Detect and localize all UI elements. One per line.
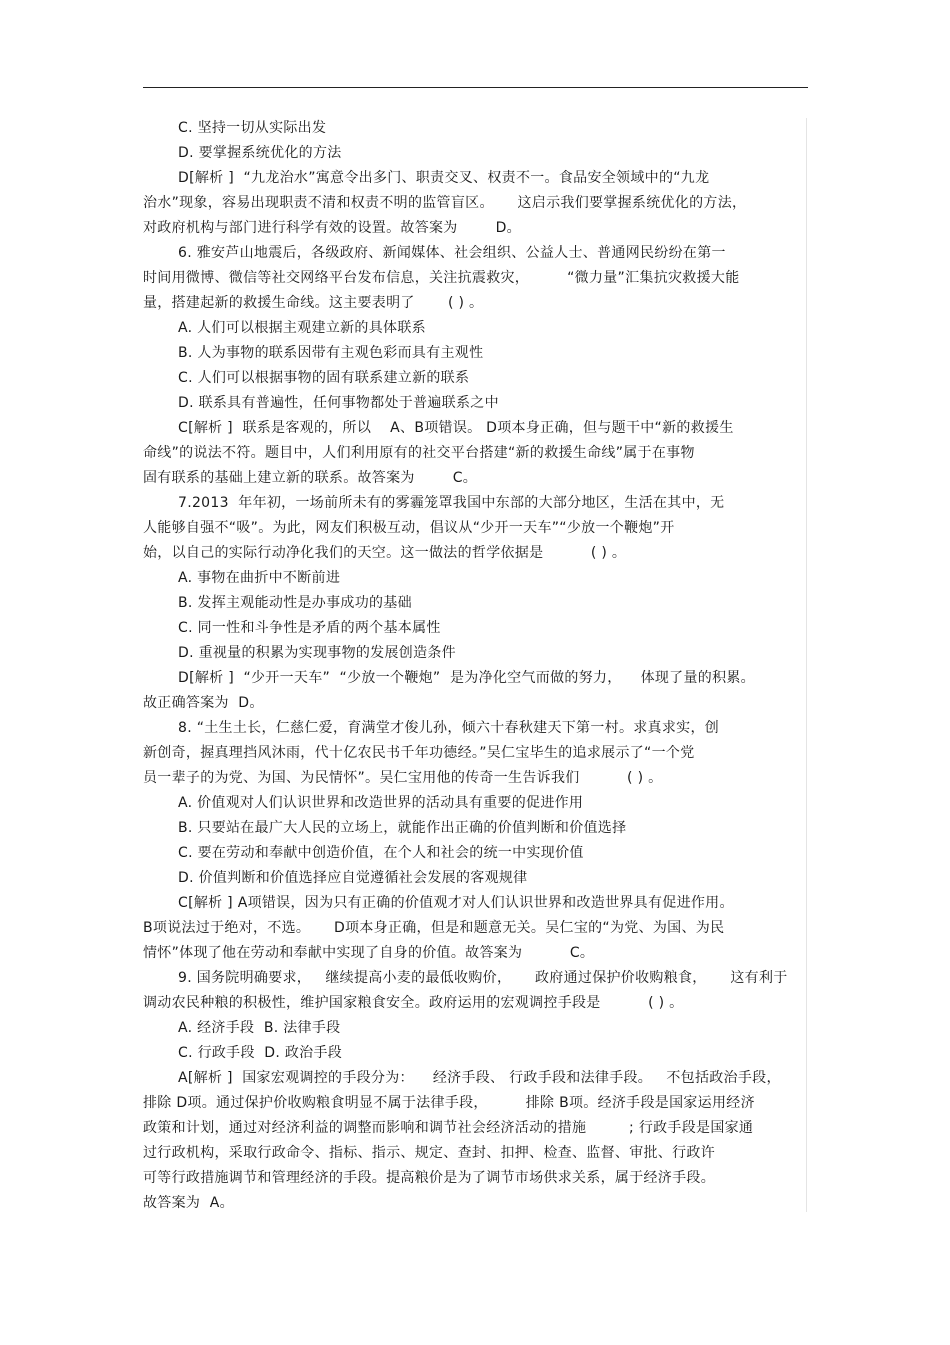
text-line: C. 要在劳动和奉献中创造价值，在个人和社会的统一中实现价值 xyxy=(178,845,584,861)
text-line: B. 只要站在最广大人民的立场上，就能作出正确的价值判断和价值选择 xyxy=(178,820,627,836)
text-line: C. 同一性和斗争性是矛盾的两个基本属性 xyxy=(178,620,441,636)
text-line: 9. 国务院明确要求， 继续提高小麦的最低收购价， 政府通过保护价收购粮食， 这有利于 xyxy=(178,970,788,986)
text-line: C. 人们可以根据事物的固有联系建立新的联系 xyxy=(178,370,470,386)
text-line: D. 联系具有普遍性，任何事物都处于普遍联系之中 xyxy=(178,395,499,411)
text-line: B项说法过于绝对，不选。 D项本身正确，但是和题意无关。吴仁宝的“为党、为国、为民 xyxy=(143,920,725,936)
text-line: 新创奇，握真理挡风沐雨，代十亿农民书千年功德经。”吴仁宝毕生的追求展示了“一个党 xyxy=(143,745,695,761)
text-line: 调动农民种粮的积极性，维护国家粮食安全。政府运用的宏观调控手段是 ( ) 。 xyxy=(143,995,684,1011)
text-line: D[解析 ] “少开一天车” “少放一个鞭炮” 是为净化空气而做的努力， 体现了量的积累。 xyxy=(178,670,755,686)
text-line: 6. 雅安芦山地震后，各级政府、新闻媒体、社会组织、公益人士、普通网民纷纷在第一 xyxy=(178,245,726,261)
text-line: A[解析 ] 国家宏观调控的手段分为： 经济手段、 行政手段和法律手段。 不包括政治手段， xyxy=(178,1070,781,1086)
text-line: A. 人们可以根据主观建立新的具体联系 xyxy=(178,320,426,336)
text-line: 情怀”体现了他在劳动和奉献中实现了自身的价值。故答案为 C。 xyxy=(143,945,595,961)
text-line: D. 要掌握系统优化的方法 xyxy=(178,145,342,161)
text-line: B. 发挥主观能动性是办事成功的基础 xyxy=(178,595,412,611)
text-line: C. 行政手段 D. 政治手段 xyxy=(178,1045,343,1061)
text-line: 8. “土生土长，仁慈仁爱，育满堂才俊儿孙，倾六十春秋建天下第一村。求真求实，创 xyxy=(178,720,720,736)
text-line: A. 事物在曲折中不断前进 xyxy=(178,570,341,586)
text-line: 员一辈子的为党、为国、为民情怀”。吴仁宝用他的传奇一生告诉我们 ( ) 。 xyxy=(143,770,663,786)
text-line: A. 价值观对人们认识世界和改造世界的活动具有重要的促进作用 xyxy=(178,795,584,811)
text-line: A. 经济手段 B. 法律手段 xyxy=(178,1020,341,1036)
text-line: 始，以自己的实际行动净化我们的天空。这一做法的哲学依据是 ( ) 。 xyxy=(143,545,627,561)
text-line: D[解析 ] “九龙治水”寓意令出多门、职责交叉、权责不一。食品安全领域中的“九龙 xyxy=(178,170,710,186)
text-line: 故答案为 A。 xyxy=(143,1195,234,1211)
text-line: 故正确答案为 D。 xyxy=(143,695,264,711)
text-line: C. 坚持一切从实际出发 xyxy=(178,120,327,136)
text-line: C[解析 ] 联系是客观的，所以 A、B项错误。 D项本身正确，但与题干中“新的救援生 xyxy=(178,420,734,436)
text-line: 时间用微博、微信等社交网络平台发布信息，关注抗震救灾， “微力量”汇集抗灾救援大能 xyxy=(143,270,740,286)
text-line: 过行政机构，采取行政命令、指标、指示、规定、查封、扣押、检查、监督、审批、行政许 xyxy=(143,1145,715,1161)
text-line: 可等行政措施调节和管理经济的手段。提高粮价是为了调节市场供求关系，属于经济手段。 xyxy=(143,1170,715,1186)
text-line: 对政府机构与部门进行科学有效的设置。故答案为 D。 xyxy=(143,220,521,236)
text-line: 固有联系的基础上建立新的联系。故答案为 C。 xyxy=(143,470,478,486)
text-line: D. 重视量的积累为实现事物的发展创造条件 xyxy=(178,645,456,661)
text-line: 排除 D项。通过保护价收购粮食明显不属于法律手段， 排除 B项。经济手段是国家运用经济 xyxy=(143,1095,755,1111)
text-line: 命线”的说法不符。题目中，人们利用原有的社交平台搭建“新的救援生命线”属于在事物 xyxy=(143,445,695,461)
text-line: C[解析 ] A项错误，因为只有正确的价值观才对人们认识世界和改造世界具有促进作用。 xyxy=(178,895,734,911)
text-line: B. 人为事物的联系因带有主观色彩而具有主观性 xyxy=(178,345,484,361)
text-line: 治水”现象，容易出现职责不清和权责不明的监管盲区。 这启示我们要掌握系统优化的方法， xyxy=(143,195,747,211)
text-line: 人能够自强不“吸”。为此，网友们积极互动，倡议从“少开一天车”“少放一个鞭炮”开 xyxy=(143,520,675,536)
text-line: 7.2013 年年初，一场前所未有的雾霾笼罩我国中东部的大部分地区，生活在其中，无 xyxy=(178,495,725,511)
text-line: D. 价值判断和价值选择应自觉遵循社会发展的客观规律 xyxy=(178,870,528,886)
text-line: 政策和计划，通过对经济利益的调整而影响和调节社会经济活动的措施 ; 行政手段是国家通 xyxy=(143,1120,754,1136)
text-line: 量，搭建起新的救援生命线。这主要表明了 ( ) 。 xyxy=(143,295,484,311)
